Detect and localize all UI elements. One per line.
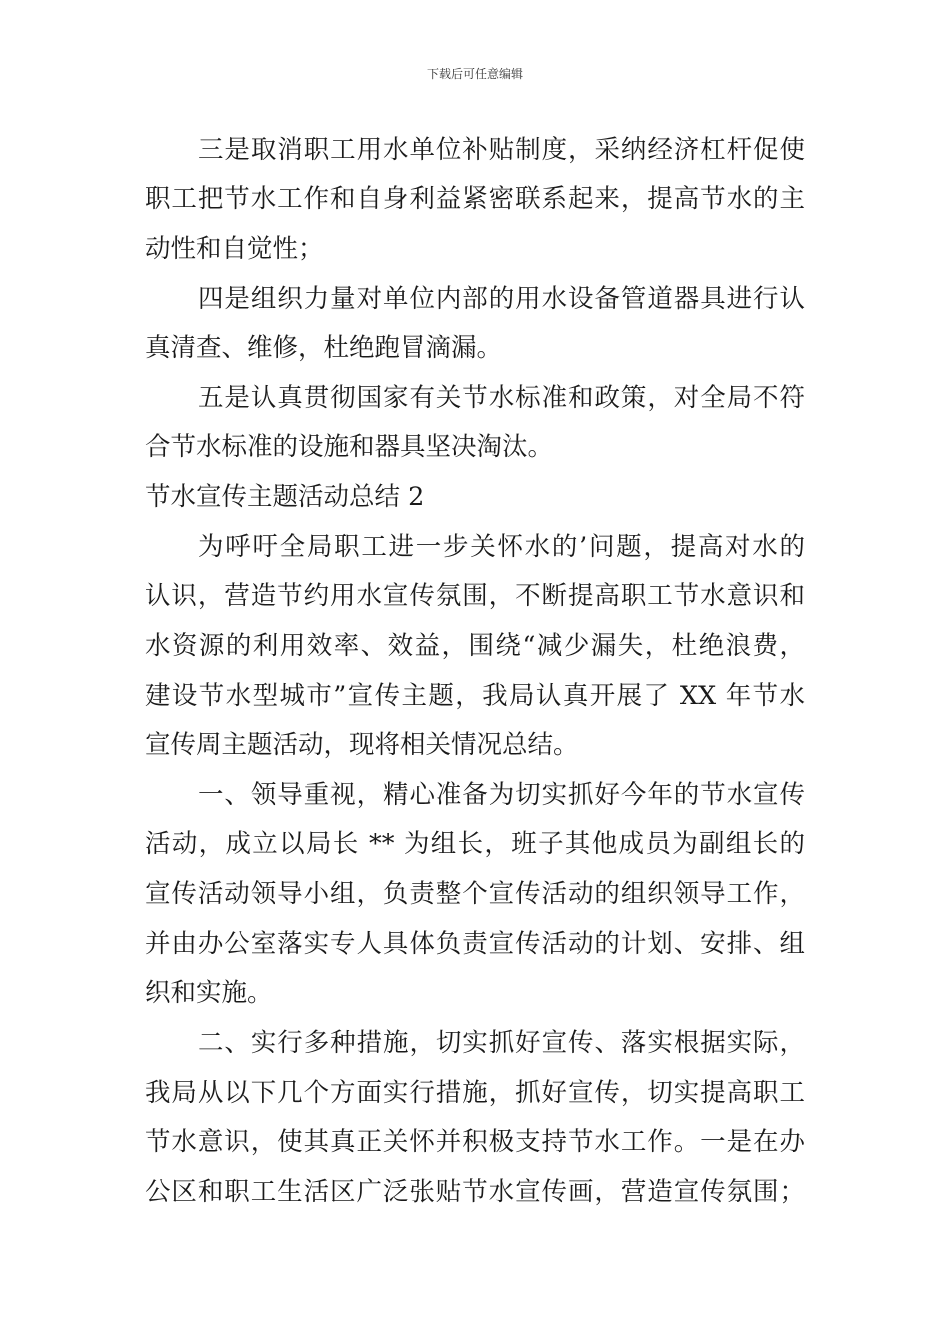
- body-line: 织和实施。: [145, 978, 273, 1008]
- body-line: 职工把节水工作和自身利益紧密联系起来，提高节水的主: [145, 184, 805, 214]
- body-line: 认识，营造节约用水宣传氛围，不断提高职工节水意识和: [145, 581, 805, 611]
- body-line: 节水意识，使其真正关怀并积极支持节水工作。一是在办: [145, 1127, 805, 1157]
- body-line: 水资源的利用效率、效益，围绕“减少漏失，杜绝浪费，: [145, 631, 805, 661]
- body-line: 真清查、维修，杜绝跑冒滴漏。: [145, 333, 503, 363]
- body-line: 宣传周主题活动，现将相关情况总结。: [145, 730, 579, 760]
- section-title: 节水宣传主题活动总结 2: [145, 482, 425, 512]
- body-line: 三是取消职工用水单位补贴制度，采纳经济杠杆促使: [198, 135, 805, 165]
- body-line: 宣传活动领导小组，负责整个宣传活动的组织领导工作，: [145, 879, 805, 909]
- body-line: 公区和职工生活区广泛张贴节水宣传画，营造宣传氛围；: [145, 1177, 805, 1207]
- page-header: 下载后可任意编辑: [426, 67, 523, 81]
- body-line: 一、领导重视，精心准备为切实抓好今年的节水宣传: [198, 780, 805, 810]
- body-line: 动性和自觉性；: [145, 234, 324, 264]
- body-line: 合节水标准的设施和器具坚决淘汰。: [145, 432, 554, 462]
- body-line: 活动，成立以局长 ** 为组长，班子其他成员为副组长的: [145, 829, 805, 859]
- body-line: 五是认真贯彻国家有关节水标准和政策，对全局不符: [198, 383, 805, 413]
- body-line: 并由办公室落实专人具体负责宣传活动的计划、安排、组: [145, 929, 805, 959]
- body-line: 建设节水型城市”宣传主题，我局认真开展了 XX 年节水: [145, 681, 805, 711]
- body-line: 我局从以下几个方面实行措施，抓好宣传，切实提高职工: [145, 1078, 805, 1108]
- body-line: 为呼吁全局职工进一步关怀水的’问题，提高对水的: [198, 532, 805, 562]
- body-line: 四是组织力量对单位内部的用水设备管道器具进行认: [198, 284, 805, 314]
- body-line: 二、实行多种措施，切实抓好宣传、落实根据实际，: [198, 1028, 805, 1058]
